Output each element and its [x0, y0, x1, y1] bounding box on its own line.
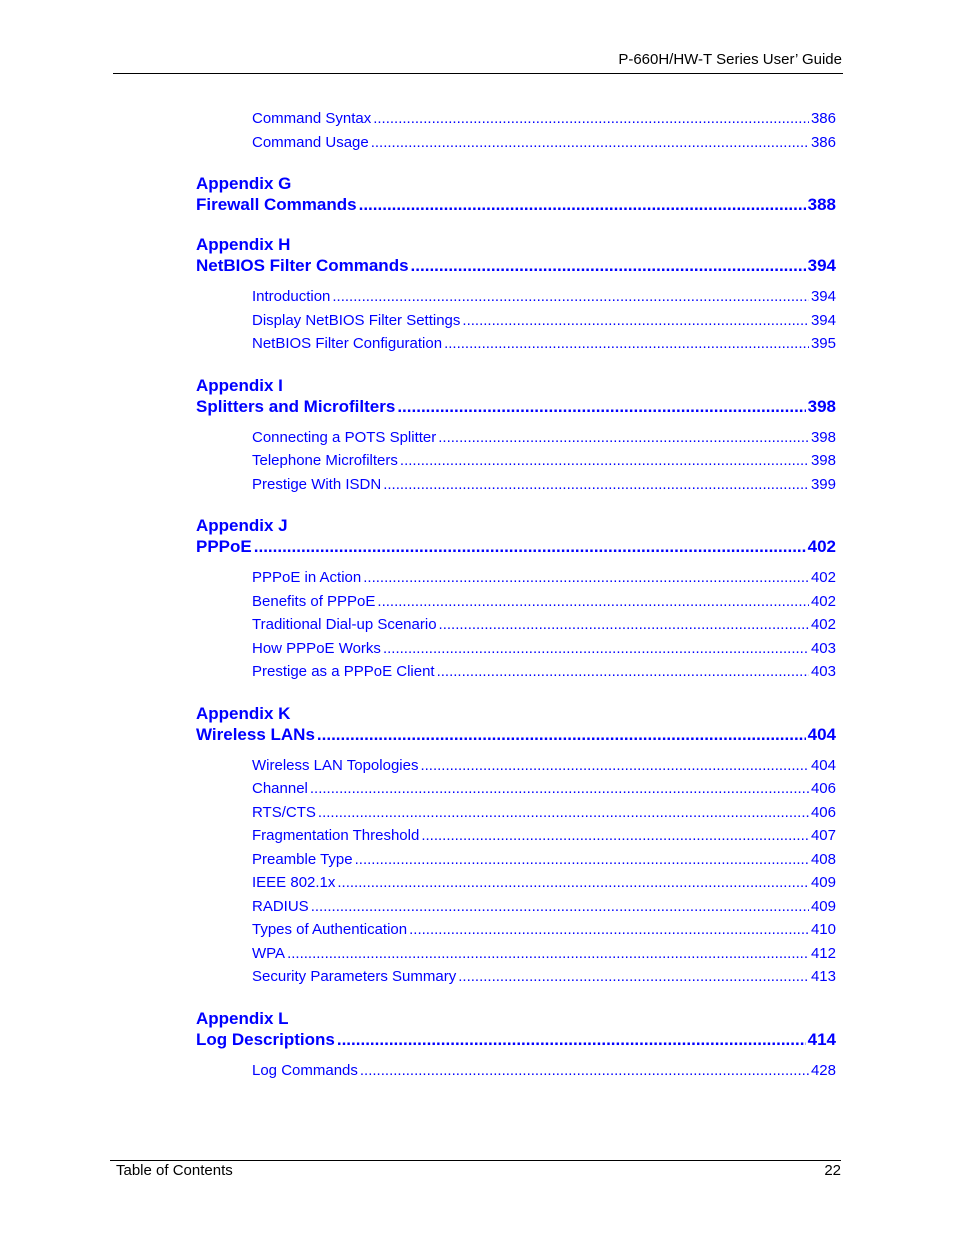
- page-number: 395: [810, 335, 836, 352]
- dot-leader: [318, 801, 809, 825]
- page-number: 398: [807, 396, 836, 416]
- page-number: 394: [810, 288, 836, 305]
- dot-leader: [310, 777, 809, 801]
- toc-entry-link[interactable]: [252, 918, 836, 942]
- page-number: 386: [810, 110, 836, 127]
- page-number: 409: [810, 874, 836, 891]
- page-number: 398: [810, 452, 836, 469]
- entry-title: WPA: [252, 944, 286, 962]
- page-number: 399: [810, 475, 836, 493]
- toc-entry-link[interactable]: [252, 824, 836, 848]
- page-number: 410: [810, 921, 836, 938]
- toc-entry-link[interactable]: [252, 285, 836, 309]
- toc-section: [196, 704, 836, 989]
- dot-leader: [363, 566, 809, 590]
- entry-title: Traditional Dial-up Scenario: [252, 616, 437, 633]
- page-number: 402: [810, 569, 836, 586]
- page-number: 412: [810, 944, 836, 962]
- toc-entry-link[interactable]: [252, 131, 836, 155]
- page-number: 406: [810, 780, 836, 797]
- toc-entry-link[interactable]: [252, 660, 836, 684]
- page-number: 404: [810, 756, 836, 774]
- entry-title: Security Parameters Summary: [252, 968, 457, 985]
- appendix-title: Log Descriptions: [196, 1029, 335, 1049]
- toc-entry-link[interactable]: [252, 107, 836, 131]
- entry-title: Channel: [252, 780, 308, 797]
- page-number: 398: [810, 428, 836, 446]
- page-number: 386: [810, 133, 836, 151]
- footer-page-number: 22: [824, 1162, 841, 1179]
- appendix-label[interactable]: Appendix J: [196, 516, 288, 535]
- entry-title: Benefits of PPPoE: [252, 592, 376, 610]
- dot-leader: [411, 255, 806, 276]
- appendix-label[interactable]: Appendix G: [196, 174, 292, 193]
- page-number: 413: [810, 968, 836, 985]
- page-number: 402: [810, 616, 836, 633]
- dot-leader: [371, 131, 809, 155]
- entry-list: [196, 426, 836, 497]
- footer-rule: [110, 1160, 841, 1161]
- dot-leader: [420, 754, 809, 778]
- entry-title: Wireless LAN Topologies: [252, 756, 419, 774]
- entry-title: PPPoE in Action: [252, 569, 362, 586]
- dot-leader: [355, 848, 809, 872]
- dot-leader: [373, 107, 809, 131]
- entry-title: Connecting a POTS Splitter: [252, 428, 437, 446]
- toc-entry-link[interactable]: [252, 613, 836, 637]
- page-number: 402: [810, 592, 836, 610]
- entry-title: How PPPoE Works: [252, 639, 381, 657]
- toc-entry-link[interactable]: [252, 754, 836, 778]
- entry-list: [196, 1059, 836, 1083]
- appendix-label[interactable]: Appendix K: [196, 703, 291, 723]
- toc-section: [196, 235, 836, 356]
- toc-entry-link[interactable]: [252, 449, 836, 473]
- page-number: 394: [807, 256, 836, 275]
- appendix-title: Firewall Commands: [196, 195, 357, 214]
- dot-leader: [437, 660, 809, 684]
- page-number: 394: [810, 311, 836, 329]
- entry-title: Prestige as a PPPoE Client: [252, 663, 435, 680]
- toc-section: [196, 107, 836, 154]
- toc-entry-link[interactable]: [252, 871, 836, 895]
- entry-title: Prestige With ISDN: [252, 475, 382, 493]
- dot-leader: [383, 473, 809, 497]
- entry-title: RTS/CTS: [252, 803, 316, 821]
- toc-entry-link[interactable]: [252, 777, 836, 801]
- page-number: 409: [810, 897, 836, 915]
- dot-leader: [383, 637, 809, 661]
- dot-leader: [377, 590, 809, 614]
- page-number: 403: [810, 663, 836, 680]
- toc-entry-link[interactable]: [252, 332, 836, 356]
- toc-entry-link[interactable]: [252, 965, 836, 989]
- dot-leader: [458, 965, 809, 989]
- appendix-title: Splitters and Microfilters: [196, 396, 396, 416]
- dot-leader: [462, 309, 809, 333]
- entry-title: Telephone Microfilters: [252, 452, 398, 469]
- appendix-title-link[interactable]: [196, 396, 836, 417]
- entry-title: Introduction: [252, 288, 331, 305]
- dot-leader: [400, 449, 809, 473]
- appendix-title-link[interactable]: [196, 255, 836, 276]
- table-of-contents: [196, 107, 836, 1082]
- entry-list: [196, 566, 836, 684]
- page-number: 388: [807, 195, 836, 214]
- appendix-title-link[interactable]: [196, 536, 836, 557]
- dot-leader: [444, 332, 809, 356]
- toc-entry-link[interactable]: [252, 426, 836, 450]
- appendix-title: NetBIOS Filter Commands: [196, 256, 409, 275]
- dot-leader: [359, 194, 806, 215]
- toc-entry-link[interactable]: [252, 848, 836, 872]
- dot-leader: [317, 724, 806, 745]
- toc-entry-link[interactable]: [252, 473, 836, 497]
- entry-title: Display NetBIOS Filter Settings: [252, 311, 461, 329]
- entry-title: Preamble Type: [252, 850, 353, 868]
- entry-title: RADIUS: [252, 897, 309, 915]
- appendix-title-link[interactable]: [196, 1029, 836, 1050]
- appendix-title: PPPoE: [196, 537, 252, 556]
- page-number: 406: [810, 803, 836, 821]
- page-number: 408: [810, 850, 836, 868]
- appendix-title: Wireless LANs: [196, 724, 315, 744]
- entry-title: IEEE 802.1x: [252, 874, 336, 891]
- entry-title: Command Syntax: [252, 110, 372, 127]
- toc-entry-link[interactable]: [252, 566, 836, 590]
- entry-title: Command Usage: [252, 133, 369, 151]
- page-number: 402: [807, 537, 836, 556]
- toc-entry-link[interactable]: [252, 895, 836, 919]
- dot-leader: [421, 824, 809, 848]
- entry-list: [196, 107, 836, 154]
- toc-section: [196, 1009, 836, 1083]
- page-number: 428: [810, 1061, 836, 1079]
- page-number: 403: [810, 639, 836, 657]
- dot-leader: [337, 1029, 806, 1050]
- toc-entry-link[interactable]: [252, 309, 836, 333]
- dot-leader: [360, 1059, 809, 1083]
- dot-leader: [439, 613, 809, 637]
- appendix-title-link[interactable]: [196, 194, 836, 215]
- toc-section: [196, 376, 836, 497]
- appendix-label[interactable]: Appendix L: [196, 1008, 289, 1028]
- toc-entry-link[interactable]: [252, 590, 836, 614]
- entry-list: [196, 754, 836, 989]
- toc-entry-link[interactable]: [252, 801, 836, 825]
- page-number: 414: [807, 1029, 836, 1049]
- toc-entry-link[interactable]: [252, 637, 836, 661]
- dot-leader: [337, 871, 809, 895]
- page-number: 407: [810, 827, 836, 844]
- dot-leader: [438, 426, 809, 450]
- toc-section: [196, 174, 836, 215]
- dot-leader: [287, 942, 809, 966]
- toc-entry-link[interactable]: [252, 942, 836, 966]
- dot-leader: [254, 536, 806, 557]
- header-rule: [113, 73, 843, 74]
- appendix-label[interactable]: Appendix H: [196, 235, 291, 254]
- footer-section-title: Table of Contents: [116, 1162, 233, 1179]
- entry-title: Types of Authentication: [252, 921, 408, 938]
- entry-title: Fragmentation Threshold: [252, 827, 420, 844]
- entry-list: [196, 285, 836, 356]
- dot-leader: [311, 895, 809, 919]
- toc-entry-link[interactable]: [252, 1059, 836, 1083]
- page-header-title: P-660H/HW-T Series User’ Guide: [618, 51, 842, 68]
- appendix-title-link[interactable]: [196, 724, 836, 745]
- appendix-label[interactable]: Appendix I: [196, 375, 283, 395]
- entry-title: NetBIOS Filter Configuration: [252, 335, 443, 352]
- toc-section: [196, 516, 836, 684]
- dot-leader: [397, 396, 805, 417]
- entry-title: Log Commands: [252, 1061, 358, 1079]
- dot-leader: [332, 285, 809, 309]
- dot-leader: [409, 918, 809, 942]
- page-number: 404: [807, 724, 836, 744]
